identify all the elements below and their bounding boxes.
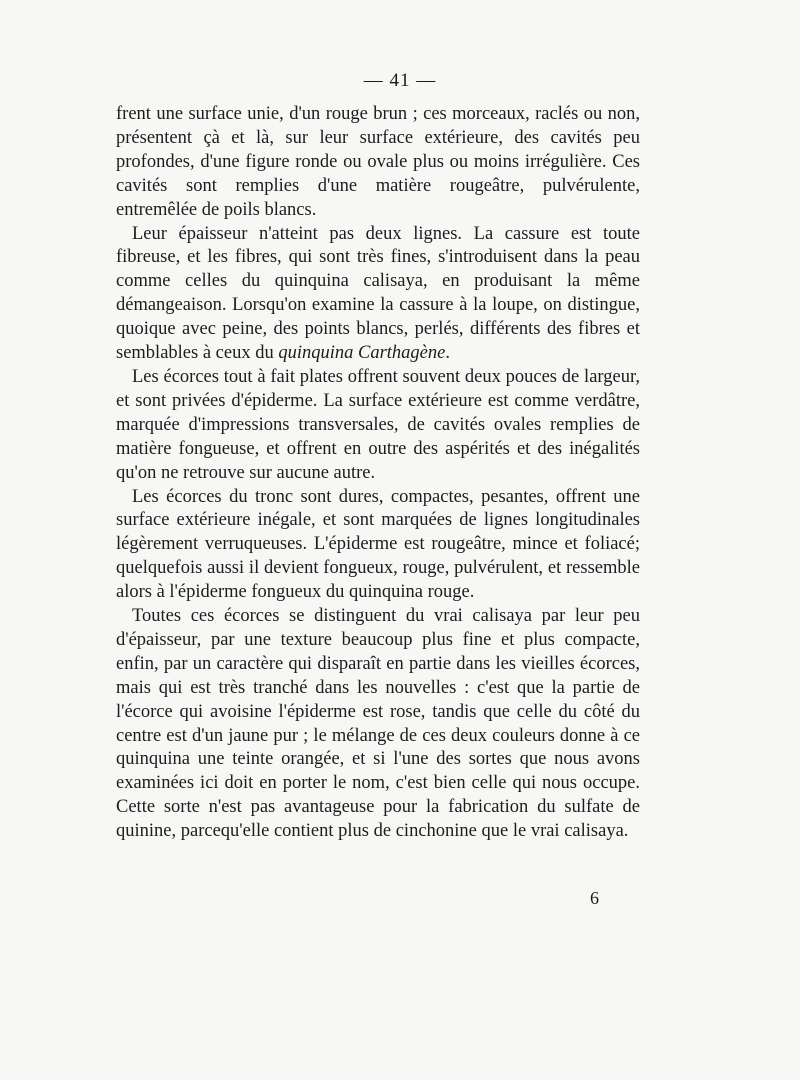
- body-text: [116, 103, 640, 844]
- page-number-header: — 41 —: [363, 70, 437, 91]
- paragraph-1: frent une surface unie, d'un rouge brun ; ces morceaux, raclés ou non, présentent çà et là, sur leur surface extérieure, des cavités peu profondes, d'une figure ronde ou ovale plus ou moins irrégulière. Ces cavités sont remplies d'une matière rougeâtre, pulvérulente, entremêlée de poils blancs.: [116, 104, 640, 220]
- paragraph-5: Toutes ces écorces se distinguent du vrai calisaya par leur peu d'épaisseur, par une texture beaucoup plus fine et plus compacte, enfin, par un caractère qui disparaît en partie dans les vieilles écorces, mais qui est très tranché dans les nouvelles : c'est que la partie de l'écorce qui avoisine l'épiderme est rose, tandis que celle du côté du centre est d'un jaune pur ; le mélange de ces deux couleurs donne à ce quinquina une teinte orangée, et si l'une des sortes que nous avons examinées ici doit en porter le nom, c'est bien celle qui nous occupe. Cette sorte n'est pas avantageuse pour la fabrication du sulfate de quinine, parcequ'elle contient plus de cinchonine que le vrai calisaya.: [116, 606, 640, 842]
- paragraph-2-end: .: [445, 343, 450, 364]
- paragraph-2-text: Leur épaisseur n'atteint pas deux lignes. La cassure est toute fibreuse, et les fibres, qui sont très fines, s'introduisent dans la peau comme celles du quinquina calisaya, en produisant la même démangeaison. Lorsqu'on examine la cassure à la loupe, on distingue, quoique avec peine, des points blancs, perlés, différents des fibres et semblables à ceux du: [116, 223, 640, 364]
- paragraph-4: Les écorces du tronc sont dures, compactes, pesantes, offrent une surface extérieure inégale, et sont marquées de lignes longitudinales légèrement verruqueuses. L'épiderme est rougeâtre, mince et foliacé; quelquefois aussi il devient fongueux, rouge, pulvérulent, et ressemble alors à l'épiderme fongueux du quinquina rouge.: [116, 486, 640, 603]
- paragraph-3: Les écorces tout à fait plates offrent souvent deux pouces de largeur, et sont privées d'épiderme. La surface extérieure est comme verdâtre, marquée d'impressions transversales, de cavités ovales remplies de matière fongueuse, et offrent en outre des aspérités et des inégalités qu'on ne retrouve sur aucune autre.: [116, 366, 640, 483]
- paragraph-2: [116, 223, 640, 366]
- paragraph-2-italic-term: quinquina Carthagène: [278, 343, 446, 364]
- signature-mark: 6: [590, 888, 599, 908]
